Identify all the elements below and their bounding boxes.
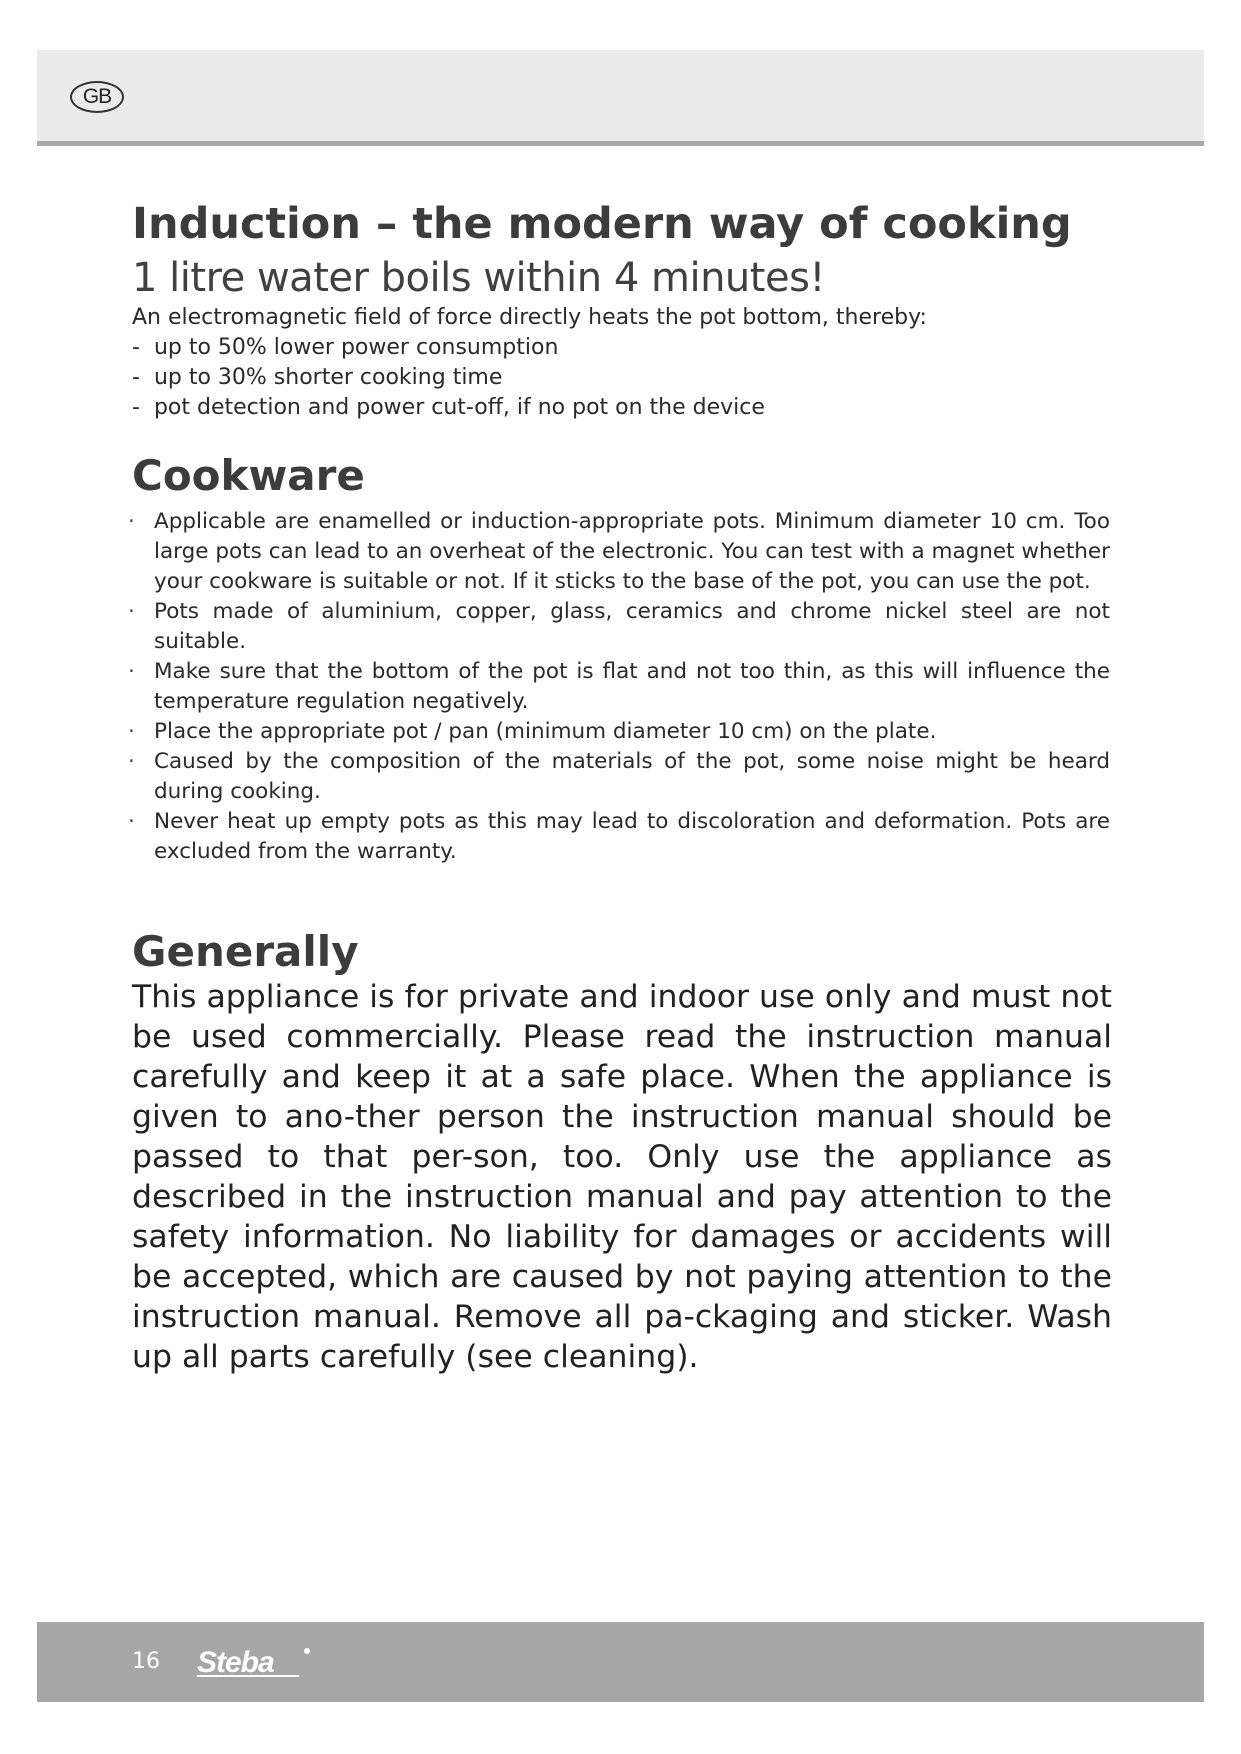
footer-band	[37, 1622, 1204, 1702]
list-item: · Place the appropriate pot / pan (minimum diameter 10 cm) on the plate.	[132, 717, 1110, 747]
language-badge: GB	[70, 81, 124, 113]
induction-intro	[132, 303, 1132, 423]
list-item: · Never heat up empty pots as this may lead to discoloration and deformation. Pots are excluded from the warranty.	[132, 807, 1110, 867]
page-number: 16	[132, 1649, 160, 1674]
induction-benefits-list	[132, 333, 1132, 423]
list-item: · Make sure that the bottom of the pot is flat and not too thin, as this will influence the temperature regulation negatively.	[132, 657, 1110, 717]
generally-heading: Generally	[132, 927, 359, 976]
page-title: Induction – the modern way of cooking	[132, 199, 1072, 249]
induction-intro-text: An electromagnetic field of force directly heats the pot bottom, thereby:	[132, 305, 927, 330]
list-item: · Pots made of aluminium, copper, glass, ceramics and chrome nickel steel are not suitable.	[132, 597, 1110, 657]
brand-text: Steba	[197, 1646, 274, 1679]
cookware-heading: Cookware	[132, 451, 365, 500]
generally-paragraph: This appliance is for private and indoor use only and must not be used commercially. Please read the instruction manual carefully and keep it at a safe place. When the appliance is given to ano-ther person the instruction manual should be passed to that per-son, too. Only use the appliance as described in the instruction manual and pay attention to the safety information. No liability for damages or accidents will be accepted, which are caused by not paying attention to the instruction manual. Remove all pa-ckaging and sticker. Wash up all parts carefully (see cleaning).	[132, 979, 1112, 1375]
page-subtitle: 1 litre water boils within 4 minutes!	[132, 255, 825, 301]
cookware-list	[132, 507, 1110, 867]
header-band	[37, 50, 1204, 146]
steba-logo-icon	[195, 1642, 315, 1682]
list-item: - up to 30% shorter cooking time	[132, 363, 1132, 393]
list-item: - pot detection and power cut-off, if no pot on the device	[132, 393, 1132, 423]
list-item: · Applicable are enamelled or induction-appropriate pots. Minimum diameter 10 cm. Too large pots can lead to an overheat of the electronic. You can test with a magnet whether your cookware is suitable or not. If it sticks to the base of the pot, you can use the pot.	[132, 507, 1110, 597]
list-item: - up to 50% lower power consumption	[132, 333, 1132, 363]
list-item: · Caused by the composition of the materials of the pot, some noise might be heard during cooking.	[132, 747, 1110, 807]
